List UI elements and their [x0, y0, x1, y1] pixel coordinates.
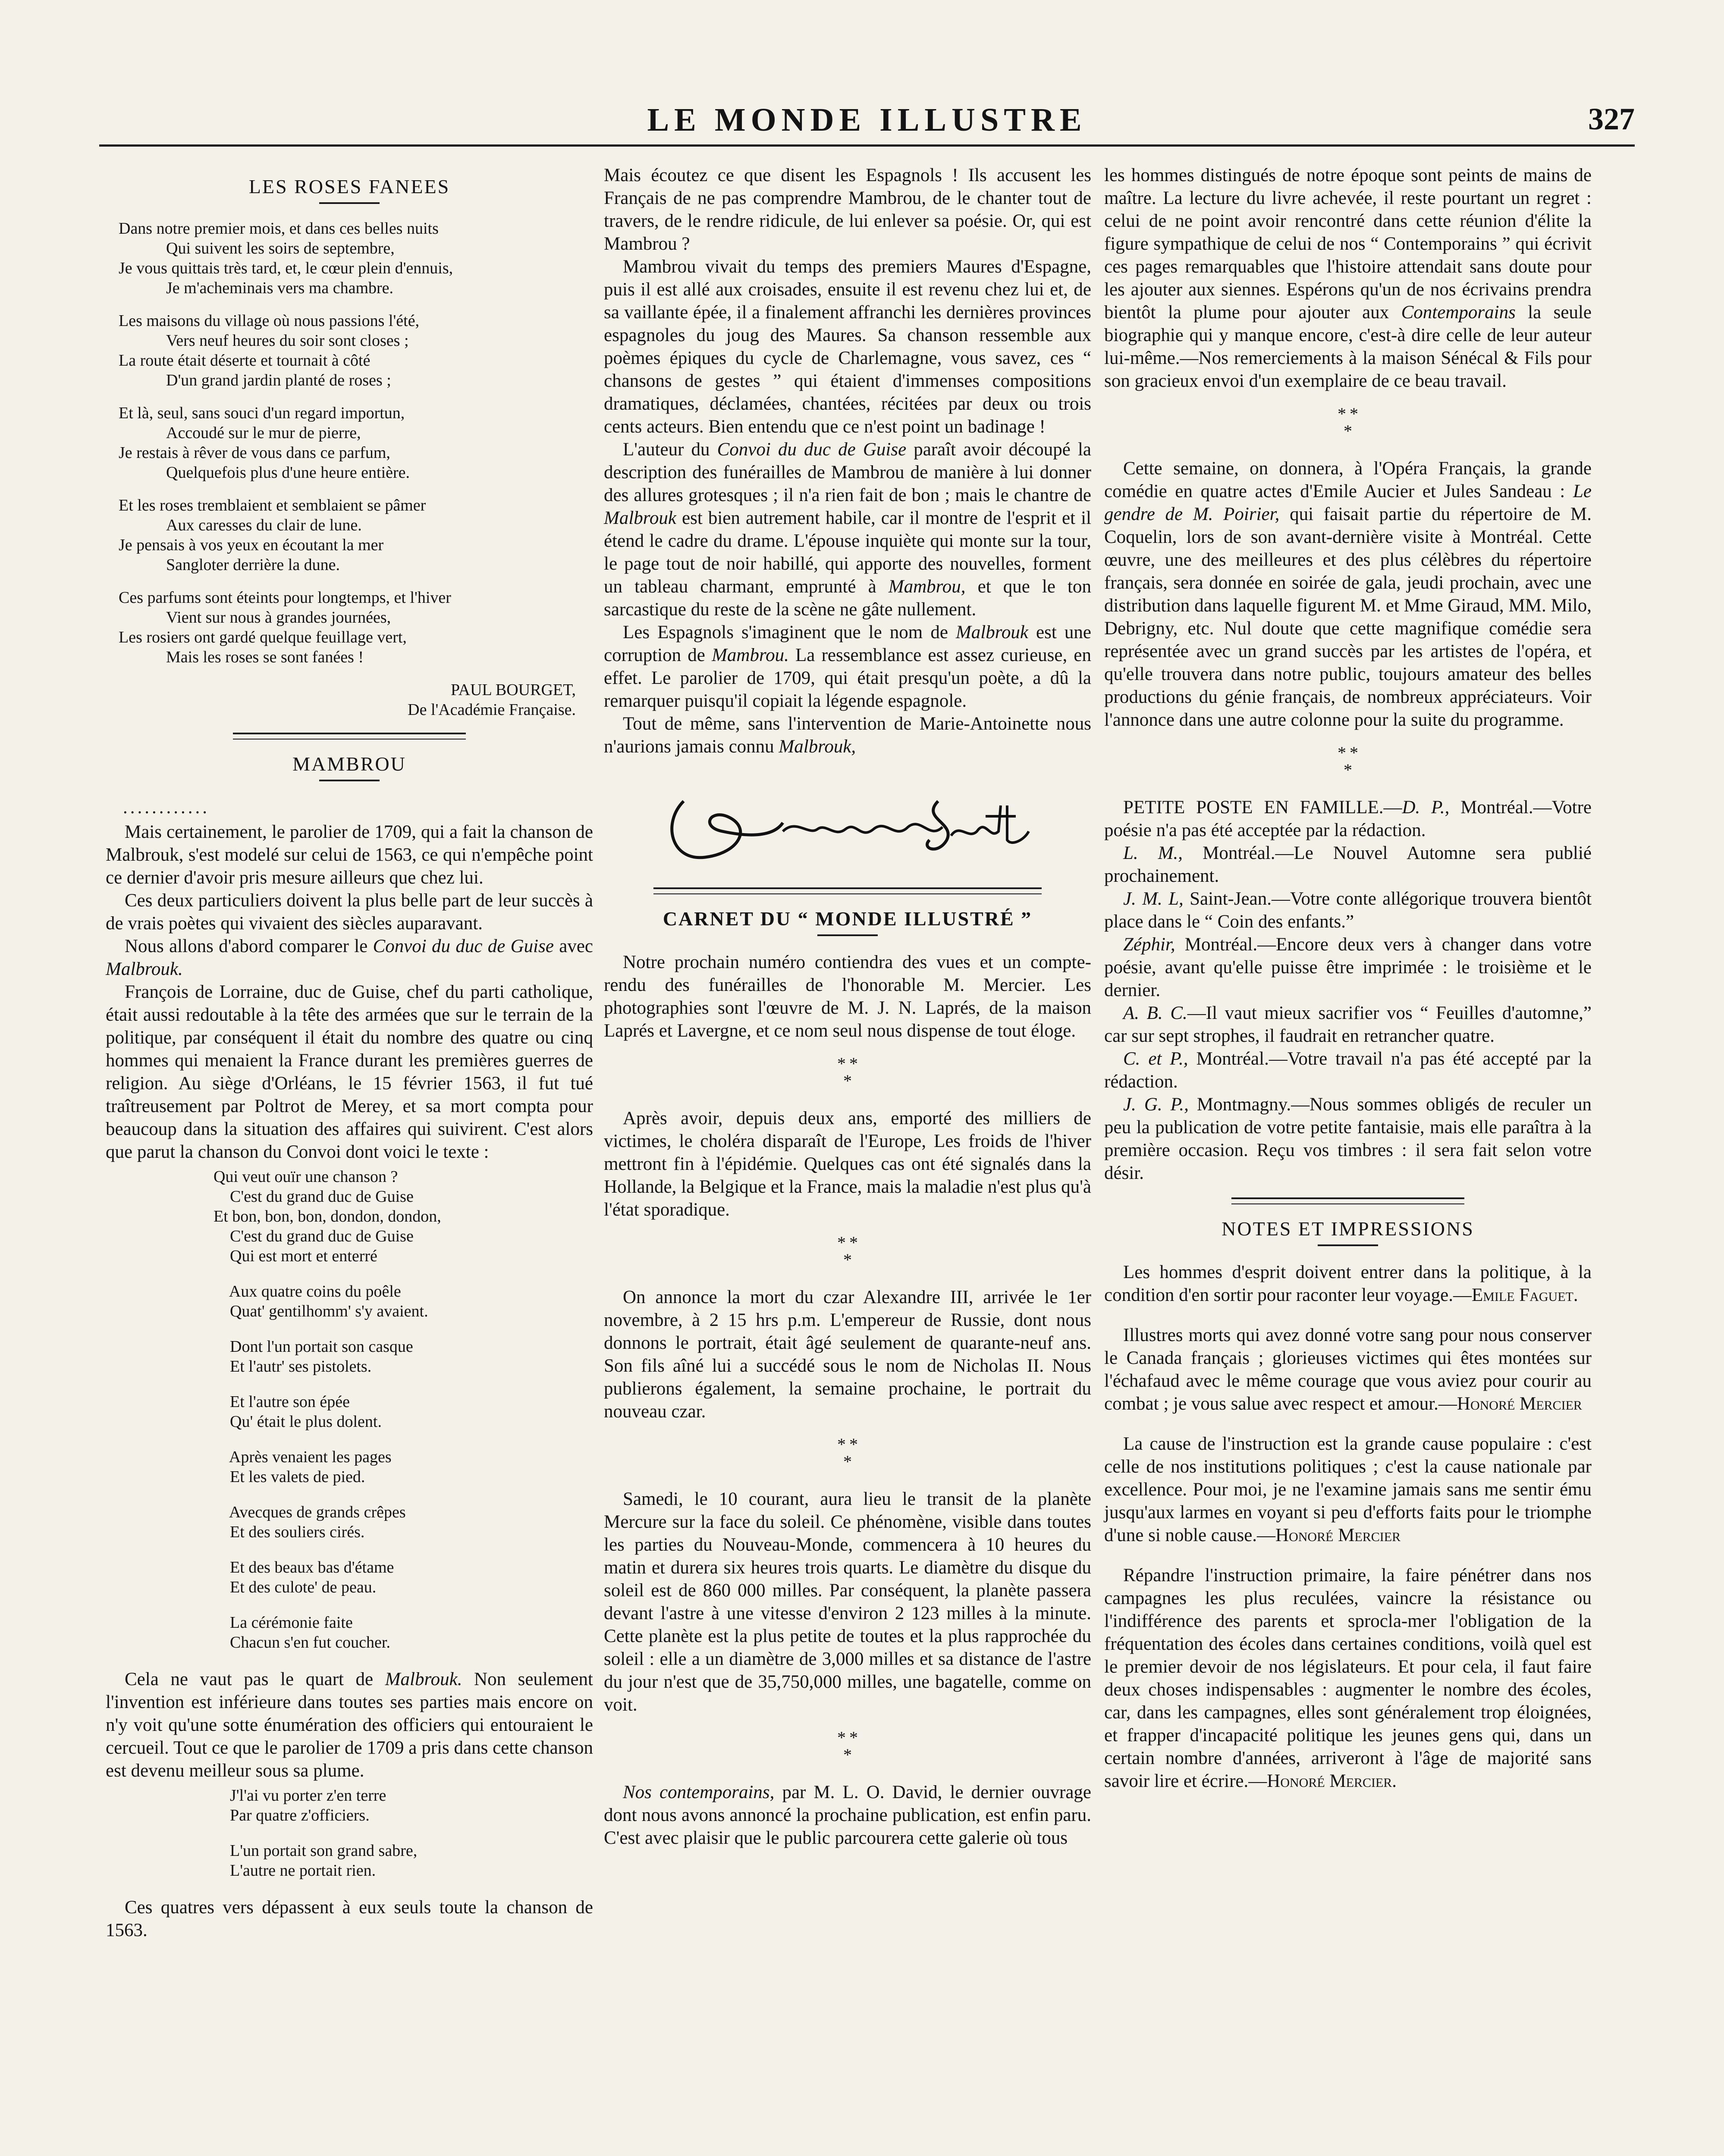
paragraph: Samedi, le 10 courant, aura lieu le transit de la planète Mercure sur la face du soleil. Ce phénomène, visible dans toutes les parties du Nouveau-Monde, commencera à 10 heures du matin et durera six heures trois quarts. Le diamètre du disque du soleil est de 860 000 milles. Par conséquent, la planète passera devant l'astre à une vitesse d'environ 2 123 milles à la minute. Cette planète est la plus petite de toutes et la plus rapprochée du soleil : elle a un diamètre de 3,000 milles et sa distance de l'astre du jour n'est que de 35,750,000 milles, une bagatelle, comme on voit.	[604, 1489, 1091, 1715]
paragraph: Nos contemporains, par M. L. O. David, le dernier ouvrage dont nous avons annoncé la prochaine publication, est enfin paru. C'est avec plaisir que le public parcourera cette galerie où tous	[604, 1782, 1092, 1848]
poste-item: PETITE POSTE EN FAMILLE.—D. P., Montréal.—Votre poésie n'a pas été acceptée par la rédaction.	[1104, 797, 1592, 840]
song-line: La cérémonie faite	[214, 1614, 353, 1632]
song-line: Par quatre z'officiers.	[214, 1806, 370, 1824]
paragraph: Ces deux particuliers doivent la plus belle part de leur succès à de vrais poètes qui vivaient des siècles auparavant.	[106, 890, 593, 934]
poem-stanza	[119, 219, 593, 298]
paragraph: Cette semaine, on donnera, à l'Opéra Français, la grande comédie en quatre actes d'Emile Aucier et Jules Sandeau : Le gendre de M. Poirier, qui faisait partie du répertoire de M. Coquelin, lors de son avant-dernière visite à Montréal. Cette œuvre, une des meilleures et des plus célèbres du répertoire français, sera donnée en soirée de gala, jeudi prochain, avec une distribution dans laquelle figurent M. et Mme Giraud, MM. Milo, Debrigny, etc. Nul doute que cette magnifique comédie sera représentée avec un grand succès par les artistes de l'opéra, et qu'elle trouvera dans notre public, toujours amateur des belles productions du génie français, de nombreux appréciateurs. Voir l'annonce dans une autre colonne pour la suite du programme.	[1104, 458, 1592, 730]
poem-stanza	[119, 311, 593, 390]
song-stanza	[214, 1502, 593, 1542]
song-line: Et l'autr' ses pistolets.	[214, 1357, 372, 1376]
song-line: Et bon, bon, bon, dondon, dondon,	[214, 1207, 441, 1225]
paragraph: Mambrou vivait du temps des premiers Maures d'Espagne, puis il est allé aux croisades, ensuite il est revenu chez lui et, de sa vaillante épée, il a finalement affranchi les dernières provinces espagnoles du joug des Maures. Sa chanson ressemble aux poèmes épiques du cycle de Charlemagne, vous savez, ces “ chansons de gestes ” qui étaient d'immenses compositions dramatiques, déclamées, chantées, récitées par deux ou trois cents acteurs. Bien entendu que ce n'est point un badinage !	[604, 257, 1091, 437]
song-line: Aux quatre coins du poêle	[214, 1282, 401, 1300]
poem-line: Et là, seul, sans souci d'un regard importun,	[119, 404, 405, 422]
title-rule	[319, 780, 380, 781]
poem-line: Sangloter derrière la dune.	[166, 556, 340, 574]
song-line: Dont l'un portait son casque	[214, 1338, 413, 1356]
masthead	[99, 93, 1635, 140]
paragraph: Notre prochain numéro contiendra des vues et un compte-rendu des funérailles de l'honorable M. Mercier. Les photographies sont l'œuvre de M. J. N. Laprés, de la maison Laprés et Lavergne, et ce nom seul nous dispense de tout éloge.	[604, 952, 1091, 1041]
song-line: C'est du grand duc de Guise	[214, 1188, 414, 1206]
section-divider	[1231, 1197, 1464, 1204]
poem-line: Vient sur nous à grandes journées,	[166, 608, 391, 627]
poem-stanza	[119, 403, 593, 483]
song-stanza	[214, 1557, 593, 1597]
signature-benjamin-sulte	[653, 775, 1042, 874]
poem-line: Les rosiers ont gardé quelque feuillage vert,	[119, 628, 407, 646]
song-line: L'un portait son grand sabre,	[214, 1842, 418, 1860]
title-rule	[817, 934, 878, 936]
carnet-title: CARNET DU “ MONDE ILLUSTRÉ ”	[663, 908, 1033, 930]
poem-stanza	[119, 588, 593, 667]
roses-title: LES ROSES FANEES	[248, 175, 450, 197]
song-line: J'l'ai vu porter z'en terre	[214, 1786, 386, 1805]
poem-line: Vers neuf heures du soir sont closes ;	[166, 332, 409, 350]
title-rule	[319, 202, 380, 204]
poem-line: Je vous quittais très tard, et, le cœur plein d'ennuis,	[119, 259, 453, 277]
song-line: C'est du grand duc de Guise	[214, 1227, 414, 1245]
paragraph: Mais certainement, le parolier de 1709, qui a fait la chanson de Malbrouk, s'est modelé sur celui de 1563, ce qui n'empêche point ce dernier d'avoir pris mesure ailleurs que chez lui.	[106, 822, 593, 888]
poem-stanza	[119, 495, 593, 575]
song-stanza	[214, 1337, 593, 1376]
song-line: Avecques de grands crêpes	[214, 1503, 406, 1521]
column-3	[1104, 164, 1592, 1792]
paragraph: Répandre l'instruction primaire, la faire pénétrer dans nos campagnes les plus reculées, vaincre la résistance ou l'indifférence des parents et sprocla-mer l'obligation de la fréquentation des écoles dans certaines conditions, voilà quel est le premier devoir de nos législateurs. Et pour cela, il faut faire deux choses indispensables : augmenter le nombre des écoles, car, dans les campagnes, elles sont généralement trop éloignées, et frapper d'incapacité politique les jeunes gens qui, dans un certain nombre d'années, arriveront à l'âge de majorité sans savoir lire et écrire.—Honoré Mercier.	[1104, 1565, 1592, 1791]
poem-line: Aux caresses du clair de lune.	[166, 516, 362, 534]
malbrouk-song	[214, 1786, 593, 1880]
newspaper-title: LE MONDE ILLUSTRE	[647, 102, 1087, 138]
asterism: * * *	[837, 1054, 858, 1091]
poste-item: C. et P., Montréal.—Votre travail n'a pas été accepté par la rédaction.	[1104, 1049, 1592, 1092]
petite-poste	[1104, 796, 1592, 1185]
poem-line: Qui suivent les soirs de septembre,	[166, 239, 395, 257]
song-stanza	[214, 1613, 593, 1652]
guise-song	[214, 1167, 593, 1652]
paragraph: La cause de l'instruction est la grande cause populaire : c'est celle de nos institutions politiques ; c'est la cause nationale par excellence. Pour moi, je ne l'examine jamais sans me sentir ému jusqu'aux larmes en voyant si peu d'efforts faits pour le triomphe d'une si noble cause.—Honoré Mercier	[1104, 1434, 1592, 1545]
song-line: Et des culote' de peau.	[214, 1578, 377, 1596]
asterism: * * *	[837, 1728, 858, 1764]
paragraph: Ces quatres vers dépassent à eux seuls toute la chanson de 1563.	[106, 1897, 593, 1940]
paragraph: On annonce la mort du czar Alexandre III, arrivée le 1er novembre, à 2 15 hrs p.m. L'empereur de Russie, dont nous donnons le portrait, était âgé seulement de quarante-neuf ans. Son fils aîné lui a succédé sous le nom de Nicholas II. Nous publierons également, la semaine prochaine, le portrait du nouveau czar.	[604, 1287, 1091, 1422]
poem-line: D'un grand jardin planté de roses ;	[166, 371, 391, 389]
poem-line: Mais les roses se sont fanées !	[166, 648, 364, 666]
ellipsis-dots: ............	[123, 797, 210, 818]
asterism: * * *	[837, 1435, 858, 1471]
poem-line: Et les roses tremblaient et semblaient se pâmer	[119, 496, 426, 514]
song-line: L'autre ne portait rien.	[214, 1861, 376, 1880]
poste-item: J. M. L, Saint-Jean.—Votre conte allégorique trouvera bientôt place dans le “ Coin des enfants.”	[1104, 889, 1592, 932]
column-1	[106, 164, 593, 1942]
song-line: Et des beaux bas d'étame	[214, 1558, 394, 1576]
poem-line: Accoudé sur le mur de pierre,	[166, 424, 361, 442]
section-divider	[233, 733, 466, 740]
poem-line: Les maisons du village où nous passions l'été,	[119, 312, 420, 330]
song-line: Chacun s'en fut coucher.	[214, 1633, 390, 1651]
poste-item: A. B. C.—Il vaut mieux sacrifier vos “ Feuilles d'automne,” car sur sept strophes, il faudrait en retrancher quatre.	[1104, 1003, 1592, 1046]
paragraph: Les Espagnols s'imaginent que le nom de Malbrouk est une corruption de Mambrou. La ressemblance est assez curieuse, en effet. Le parolier de 1709, qui était presqu'un poète, a dû la remarquer puisqu'il copiait la légende espagnole.	[604, 622, 1091, 711]
poem-line: Je pensais à vos yeux en écoutant la mer	[119, 536, 384, 554]
song-line: Qu' était le plus dolent.	[214, 1413, 382, 1431]
asterism: * * *	[1337, 404, 1358, 441]
poem-line: Quelquefois plus d'une heure entière.	[166, 464, 410, 482]
poem-line: La route était déserte et tournait à côté	[119, 351, 371, 370]
title-rule	[1318, 1244, 1378, 1246]
song-line: Après venaient les pages	[214, 1448, 392, 1466]
poste-item: L. M., Montréal.—Le Nouvel Automne sera publié prochainement.	[1104, 843, 1592, 886]
song-line: Et les valets de pied.	[214, 1468, 365, 1486]
poste-item: J. G. P., Montmagny.—Nous sommes obligés de reculer un peu la publication de votre petite fantaisie, mais elle paraîtra à la première occasion. Reçu vos timbres : il sera fait selon votre désir.	[1104, 1094, 1592, 1183]
song-stanza	[214, 1392, 593, 1432]
song-line: Qui veut ouïr une chanson ?	[214, 1168, 398, 1186]
song-line: Et l'autre son épée	[214, 1393, 350, 1411]
notes-title: NOTES ET IMPRESSIONS	[1222, 1218, 1474, 1240]
mambrou-title: MAMBROU	[292, 753, 406, 775]
song-stanza	[214, 1282, 593, 1321]
header-rule	[99, 144, 1635, 147]
page-number: 327	[1588, 102, 1635, 136]
song-line: Quat' gentilhomm' s'y avaient.	[214, 1302, 428, 1320]
paragraph: François de Lorraine, duc de Guise, chef du parti catholique, était aussi redoutable à la tête des armées que sur le terrain de la politique, par conséquent il était du nombre des quatre ou cinq hommes qui menaient la France durant les premières guerres de religion. Au siège d'Orléans, le 15 février 1563, il fut tué traîtreusement par Poltrot de Merey, et sa mort compta pour beaucoup dans la situation des affaires qui suivirent. C'est alors que parut la chanson du Convoi dont voici le texte :	[106, 982, 593, 1162]
poem-author-note: De l'Académie Française.	[408, 701, 576, 719]
paragraph: Après avoir, depuis deux ans, emporté des milliers de victimes, le choléra disparaît de l'Europe, Les froids de l'hiver mettront fin à l'épidémie. Quelques cas ont été signalés dans la Hollande, la Belgique et la France, mais la maladie n'est plus qu'à l'état sporadique.	[604, 1108, 1091, 1220]
song-stanza	[214, 1786, 593, 1825]
poem-author: PAUL BOURGET,	[451, 681, 576, 699]
poem-line: Je m'acheminais vers ma chambre.	[166, 279, 394, 297]
song-stanza	[214, 1167, 593, 1266]
song-stanza	[214, 1447, 593, 1487]
poste-item: Zéphir, Montréal.—Encore deux vers à changer dans votre poésie, avant qu'elle puisse être imprimée : le troisième et le dernier.	[1104, 934, 1592, 1000]
poem-line: Je restais à rêver de vous dans ce parfum,	[119, 444, 390, 462]
section-divider	[653, 887, 1042, 894]
paragraph: Nous allons d'abord comparer le Convoi du duc de Guise avec Malbrouk.	[106, 936, 593, 979]
asterism: * * *	[1337, 743, 1358, 780]
paragraph: Tout de même, sans l'intervention de Marie-Antoinette nous n'aurions jamais connu Malbrouk,	[604, 714, 1091, 757]
song-stanza	[214, 1841, 593, 1880]
paragraph: Cela ne vaut pas le quart de Malbrouk. Non seulement l'invention est inférieure dans toutes ses parties mais encore on n'y voit qu'une sotte énumération des officiers qui entouraient le cercueil. Tout ce que le parolier de 1709 a pris dans cette chanson est devenu meilleur sous sa plume.	[106, 1669, 593, 1781]
paragraph: Les hommes d'esprit doivent entrer dans la politique, à la condition d'en sortir pour raconter leur voyage.—Emile Faguet.	[1104, 1262, 1592, 1305]
paragraph: Mais écoutez ce que disent les Espagnols ! Ils accusent les Français de ne pas comprendre Mambrou, de le chanter tout de travers, de le rendre ridicule, de lui enlever sa poésie. Or, qui est Mambrou ?	[604, 165, 1091, 254]
roses-poem	[106, 219, 593, 667]
asterism: * * *	[837, 1233, 858, 1269]
song-line: Et des souliers cirés.	[214, 1523, 365, 1541]
paragraph: les hommes distingués de notre époque sont peints de mains de maître. La lecture du livre achevée, il reste pourtant un regret : celui de ne point avoir rencontré dans cette réunion d'élite la figure sympathique de celui de nos “ Contemporains ” qui écrivit ces pages remarquables que l'histoire attendait sans doute pour les ajouter aux siennes. Espérons qu'un de nos écrivains prendra bientôt la plume pour ajouter aux Contemporains la seule biographie qui y manque encore, c'est-à dire celle de leur auteur lui-même.—Nos remerciements à la maison Sénécal & Fils pour son gracieux envoi d'un exemplaire de ce beau travail.	[1104, 165, 1592, 391]
poem-line: Dans notre premier mois, et dans ces belles nuits	[119, 219, 439, 238]
paragraph: L'auteur du Convoi du duc de Guise paraît avoir découpé la description des funérailles de Mambrou de manière à lui donner des allures grotesques ; il n'a rien fait de bon ; mais le chantre de Malbrouk est bien autrement habile, car il montre de l'esprit et il étend le cadre du drame. L'épouse inquiète qui monte sur la tour, le page tout de noir habillé, qui apporte des nouvelles, forment un tableau charmant, emprunté à Mambrou, et que le ton sarcastique du reste de la scène ne gâte nullement.	[604, 439, 1092, 620]
poem-line: Ces parfums sont éteints pour longtemps, et l'hiver	[119, 589, 451, 607]
song-line: Qui est mort et enterré	[214, 1247, 377, 1265]
column-2	[604, 164, 1091, 1849]
paragraph: Illustres morts qui avez donné votre sang pour nous conserver le Canada français ; glorieuses victimes qui êtes montées sur l'échafaud avec le même courage que vous aviez pour courir au combat ; je vous salue avec respect et amour.—Honoré Mercier	[1104, 1325, 1592, 1414]
